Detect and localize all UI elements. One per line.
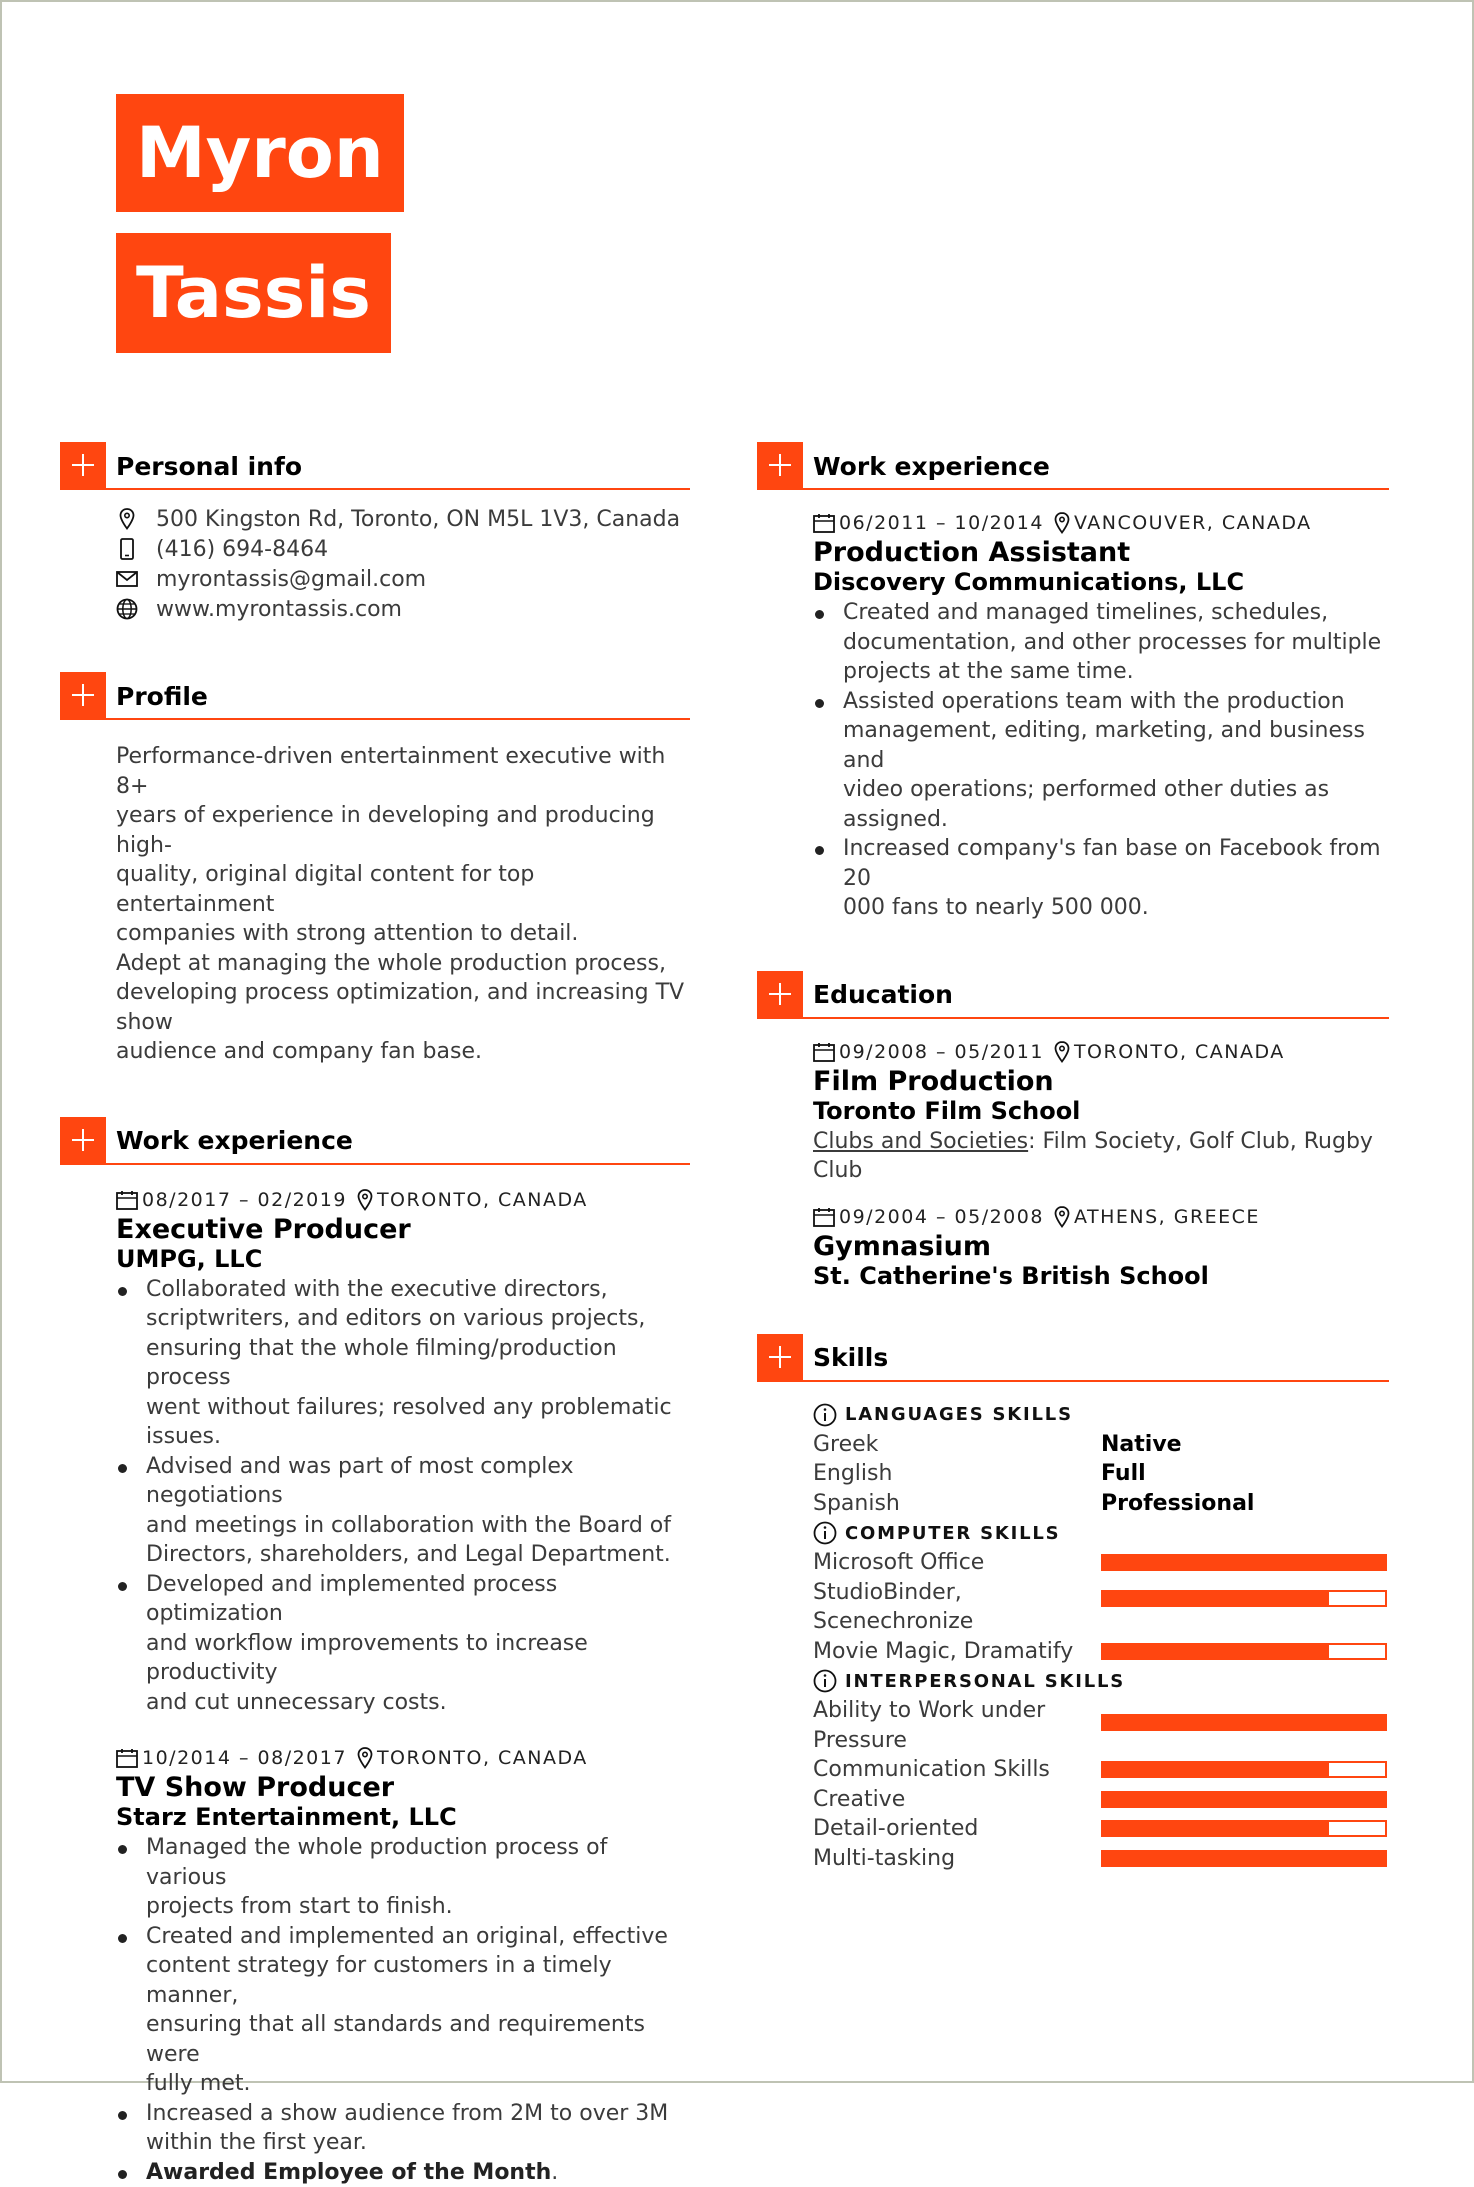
job-entry — [116, 1743, 690, 2187]
skill-level-bar — [1101, 1643, 1387, 1660]
edu-meta — [813, 1202, 1389, 1232]
computer-skill: Microsoft Office — [813, 1548, 1389, 1578]
job-location: VANCOUVER, CANADA — [1074, 512, 1312, 534]
profile-line: developing process optimization, and increasing TV show — [116, 978, 690, 1037]
skill-level-bar — [1101, 1590, 1387, 1607]
interpersonal-skill: Ability to Work under Pressure — [813, 1696, 1389, 1755]
plus-icon — [60, 672, 106, 718]
bullet-item: Increased a show audience from 2M to over 3M within the first year. — [116, 2099, 690, 2158]
website-row — [116, 594, 690, 624]
job-title: Executive Producer — [116, 1215, 690, 1245]
section-title: Education — [813, 980, 953, 1009]
work-right-content — [757, 490, 1389, 923]
address-text: 500 Kingston Rd, Toronto, ON M5L 1V3, Canada — [156, 507, 680, 532]
first-name-box — [116, 94, 404, 212]
bullet-item: Increased company's fan base on Facebook from 20 000 fans to nearly 500 000. — [813, 834, 1389, 923]
section-title: Personal info — [116, 452, 302, 481]
plus-icon — [60, 442, 106, 488]
plus-icon — [757, 1334, 803, 1380]
languages-skills-label: LANGUAGES SKILLS — [813, 1400, 1389, 1430]
phone-text: (416) 694-8464 — [156, 537, 328, 562]
profile-text — [60, 720, 690, 1067]
calendar-icon — [813, 1042, 835, 1062]
address-row — [116, 504, 690, 534]
skills-content — [757, 1382, 1389, 1874]
language-skill: Greek Native — [813, 1430, 1389, 1460]
job-location: TORONTO, CANADA — [377, 1747, 588, 1769]
computer-skills-label: COMPUTER SKILLS — [813, 1518, 1389, 1548]
plus-icon — [757, 442, 803, 488]
calendar-icon — [813, 513, 835, 533]
bullet-item: Created and implemented an original, effective content strategy for customers in a timely manner, ensuring that all standards and requirements were fully met. — [116, 1922, 690, 2099]
personal-info-header — [60, 442, 690, 490]
job-company: Starz Entertainment, LLC — [116, 1803, 690, 1831]
skills-header — [757, 1334, 1389, 1382]
job-dates: 06/2011 – 10/2014 — [839, 512, 1044, 534]
bullet-item: Collaborated with the executive directors, scriptwriters, and editors on various projects, ensuring that the whole filming/production process went without failures; resolved any problematic issues. — [116, 1275, 690, 1452]
edu-title: Film Production — [813, 1067, 1389, 1097]
language-skill: Spanish Professional — [813, 1489, 1389, 1519]
last-name: Tassis — [136, 258, 371, 328]
calendar-icon — [116, 1190, 138, 1210]
bullet-item: Created and managed timelines, schedules, documentation, and other processes for multiple projects at the same time. — [813, 598, 1389, 687]
profile-line: quality, original digital content for top entertainment — [116, 860, 690, 919]
edu-dates: 09/2008 – 05/2011 — [839, 1041, 1044, 1063]
skill-level-bar — [1101, 1850, 1387, 1867]
bullet-item: Managed the whole production process of various projects from start to finish. — [116, 1833, 690, 1922]
personal-info-content — [60, 490, 690, 624]
profile-line: audience and company fan base. — [116, 1037, 690, 1067]
job-company: UMPG, LLC — [116, 1245, 690, 1273]
bullet-item: Developed and implemented process optimization and workflow improvements to increase productivity and cut unnecessary costs. — [116, 1570, 690, 1718]
edu-meta — [813, 1037, 1389, 1067]
interpersonal-skills-label: INTERPERSONAL SKILLS — [813, 1666, 1389, 1696]
skill-level-bar — [1101, 1554, 1387, 1571]
profile-line: Adept at managing the whole production process, — [116, 949, 690, 979]
location-pin-icon — [357, 1747, 373, 1769]
bullet-item-award: Awarded Employee of the Month. — [116, 2158, 690, 2187]
info-icon — [813, 1521, 837, 1545]
skill-level-bar — [1101, 1820, 1387, 1837]
section-title: Work experience — [813, 452, 1050, 481]
plus-icon — [757, 971, 803, 1017]
right-column — [757, 442, 1389, 1873]
job-meta — [813, 508, 1389, 538]
edu-school: Toronto Film School — [813, 1097, 1389, 1125]
work-experience-header-right — [757, 442, 1389, 490]
first-name: Myron — [136, 118, 384, 188]
section-title: Profile — [116, 682, 208, 711]
edu-school: St. Catherine's British School — [813, 1262, 1389, 1290]
plus-icon — [60, 1117, 106, 1163]
globe-icon — [116, 598, 138, 620]
location-pin-icon — [1054, 1206, 1070, 1228]
info-icon — [813, 1403, 837, 1427]
job-dates: 10/2014 – 08/2017 — [142, 1747, 347, 1769]
job-title: TV Show Producer — [116, 1773, 690, 1803]
work-experience-header-left — [60, 1117, 690, 1165]
computer-skill: Movie Magic, Dramatify — [813, 1637, 1389, 1667]
section-title: Skills — [813, 1343, 888, 1372]
interpersonal-skill: Creative — [813, 1785, 1389, 1815]
email-row — [116, 564, 690, 594]
left-column — [60, 442, 690, 2187]
edu-clubs — [813, 1127, 1389, 1186]
job-dates: 08/2017 – 02/2019 — [142, 1189, 347, 1211]
profile-header — [60, 672, 690, 720]
envelope-icon — [116, 568, 138, 590]
location-pin-icon — [1054, 1041, 1070, 1063]
job-entry — [116, 1185, 690, 1718]
education-entry — [813, 1202, 1389, 1290]
computer-skill: StudioBinder, Scenechronize — [813, 1578, 1389, 1637]
work-left-content — [60, 1165, 690, 2187]
profile-line: years of experience in developing and producing high- — [116, 801, 690, 860]
profile-line: Performance-driven entertainment executive with 8+ — [116, 742, 690, 801]
phone-icon — [116, 538, 138, 560]
job-bullets — [813, 598, 1389, 923]
job-meta — [116, 1185, 690, 1215]
bullet-item: Assisted operations team with the production management, editing, marketing, and business and video operations; performed other duties as assigned. — [813, 687, 1389, 835]
job-title: Production Assistant — [813, 538, 1389, 568]
phone-row — [116, 534, 690, 564]
clubs-label: Clubs and Societies — [813, 1129, 1028, 1154]
website-link[interactable]: www.myrontassis.com — [156, 597, 402, 622]
interpersonal-skill: Detail-oriented — [813, 1814, 1389, 1844]
interpersonal-skill: Multi-tasking — [813, 1844, 1389, 1874]
job-company: Discovery Communications, LLC — [813, 568, 1389, 596]
calendar-icon — [813, 1207, 835, 1227]
job-location: TORONTO, CANADA — [377, 1189, 588, 1211]
location-pin-icon — [116, 508, 138, 530]
education-entry — [813, 1037, 1389, 1186]
edu-dates: 09/2004 – 05/2008 — [839, 1206, 1044, 1228]
location-pin-icon — [357, 1189, 373, 1211]
edu-location: TORONTO, CANADA — [1074, 1041, 1285, 1063]
education-content — [757, 1019, 1389, 1290]
calendar-icon — [116, 1748, 138, 1768]
edu-location: ATHENS, GREECE — [1074, 1206, 1260, 1228]
bullet-item: Advised and was part of most complex negotiations and meetings in collaboration with the Board of Directors, shareholders, and Legal Department. — [116, 1452, 690, 1570]
section-title: Work experience — [116, 1126, 353, 1155]
skill-level-bar — [1101, 1791, 1387, 1808]
job-meta — [116, 1743, 690, 1773]
skill-level-bar — [1101, 1761, 1387, 1778]
clubs-value: : Film Society, Golf Club, Rugby Club — [813, 1129, 1373, 1184]
profile-line: companies with strong attention to detail. — [116, 919, 690, 949]
email-link[interactable]: myrontassis@gmail.com — [156, 567, 426, 592]
last-name-box — [116, 233, 391, 353]
job-bullets — [116, 1275, 690, 1718]
location-pin-icon — [1054, 512, 1070, 534]
edu-title: Gymnasium — [813, 1232, 1389, 1262]
skill-level-bar — [1101, 1714, 1387, 1731]
language-skill: English Full — [813, 1459, 1389, 1489]
job-bullets — [116, 1833, 690, 2187]
interpersonal-skill: Communication Skills — [813, 1755, 1389, 1785]
education-header — [757, 971, 1389, 1019]
info-icon — [813, 1669, 837, 1693]
